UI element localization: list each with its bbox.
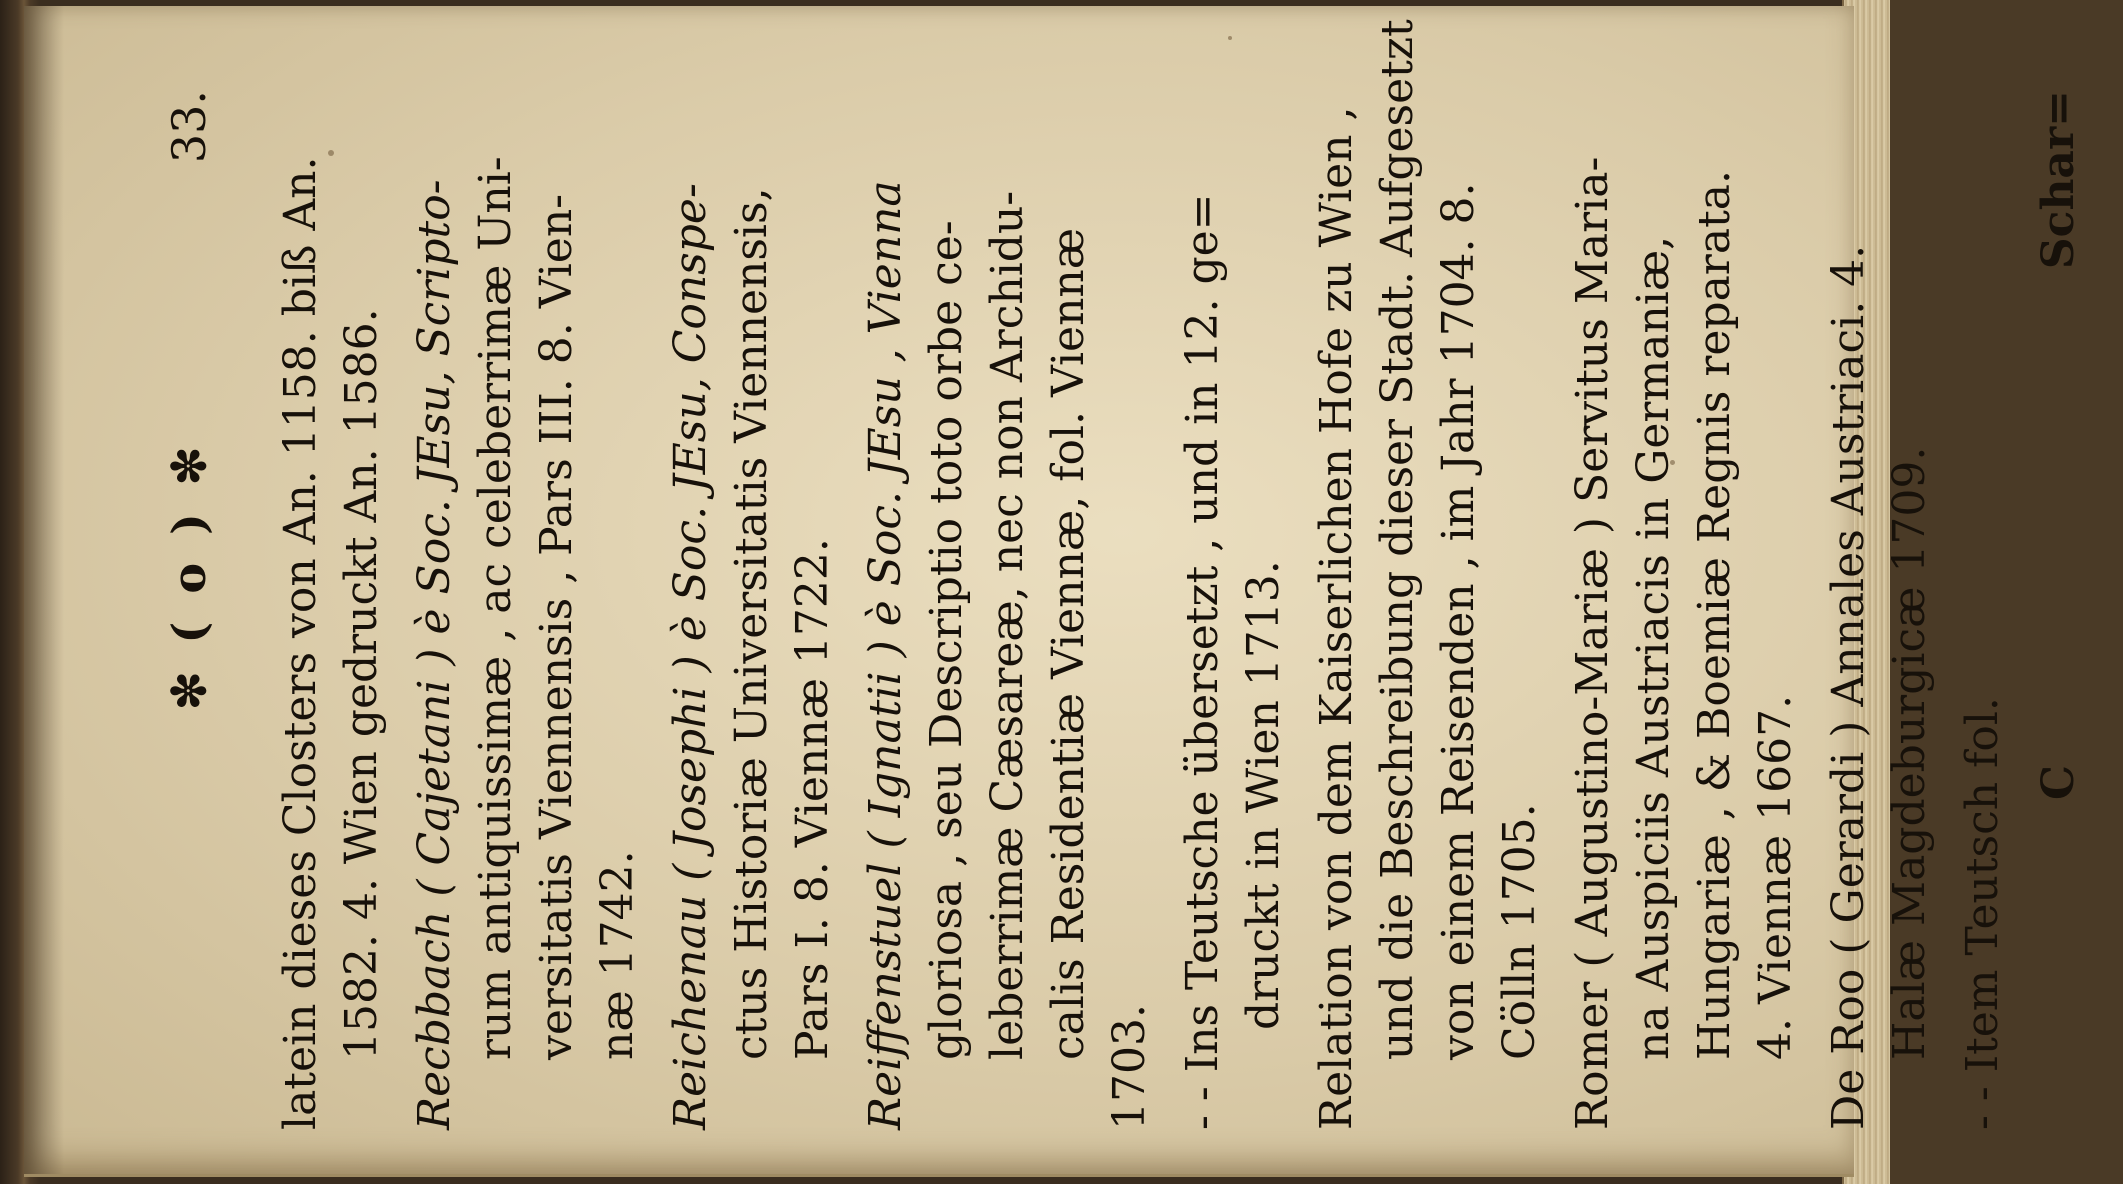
entry-line: calis Residentiæ Viennæ, fol. Viennæ [1043, 227, 1094, 1060]
gutter-shadow [24, 6, 64, 1174]
entry-line: und die Beschreibung dieser Stadt. Aufgesetzt [1372, 19, 1423, 1060]
entry-line: ctus Historiæ Universitatis Viennensis, [726, 187, 777, 1060]
entry-line: leberrimæ Cæsareæ, nec non Archidu- [982, 190, 1033, 1060]
catchword: Schar= [2033, 90, 2084, 270]
running-header [150, 50, 270, 1130]
entry-de-roo [1818, 50, 1940, 1130]
entry-line: Romer ( Augustino-Mariæ ) Servitus Maria- [1567, 156, 1618, 1130]
entry-line: 1703. [1104, 1004, 1155, 1130]
entry-line: - - Ins Teutsche übersetzt , und in 12. ge= [1177, 193, 1228, 1130]
entry-line: Recbbach ( Cajetani ) è Soc. JEsu, Scripto- [409, 179, 460, 1130]
entry-romer [1562, 50, 1806, 1130]
page-text-rotated [150, 19, 2084, 1130]
entry-line: Reichenau ( Josephi ) è Soc. JEsu, Conspe- [665, 183, 716, 1130]
entry-reiffenstuel [855, 50, 1160, 1130]
entry-line: latein dieses Closters von An. 1158. biß An. [275, 156, 326, 1130]
page-number: 33. [162, 90, 216, 164]
entry-line: druckt in Wien 1713. [1238, 560, 1289, 1030]
entry-item-teutsch [1952, 50, 2013, 1130]
entry-line: Hungariæ , & Boemiæ Regnis reparata. [1689, 170, 1740, 1060]
entry-line: - - Item Teutsch fol. [1957, 697, 2008, 1130]
entry-translation-1713 [1172, 50, 1294, 1130]
entry-line: næ 1742. [592, 850, 643, 1060]
entry-reichenau [660, 50, 843, 1130]
page-footer [2033, 50, 2123, 1130]
paper-speck [1228, 36, 1232, 40]
entry-line: rum antiquissimæ , ac celeberrimæ Uni- [470, 156, 521, 1060]
entry-relation [1306, 19, 1550, 1130]
entry-line: Halæ Magdeburgicæ 1709. [1884, 446, 1935, 1060]
entry-line: versitatis Viennensis , Pars III. 8. Vien- [531, 193, 582, 1060]
entry-line: Cölln 1705. [1494, 803, 1545, 1060]
signature-mark: C [2033, 764, 2084, 800]
entry-line: Relation von dem Kaiserlichen Hofe zu Wien , [1311, 106, 1362, 1130]
entry-line: De Roo ( Gerardi ) Annales Austriaci. 4. [1823, 244, 1874, 1130]
entry-recbbach [404, 50, 648, 1130]
entry-line: Pars I. 8. Viennæ 1722. [787, 538, 838, 1060]
entry-line: na Auspiciis Austriacis in Germaniæ, [1628, 235, 1679, 1060]
entry-line: von einem Reisenden , im Jahr 1704. 8. [1433, 182, 1484, 1060]
entry-line: Reiffenstuel ( Ignatii ) è Soc. JEsu , Vienna [860, 180, 911, 1130]
entry-closter [270, 50, 392, 1130]
entry-line: gloriosa , seu Descriptio toto orbe ce- [921, 220, 972, 1060]
header-ornament: ✼ ( o ) ✼ [162, 440, 216, 710]
bibliography-entries [270, 19, 2013, 1130]
entry-line: 4. Viennæ 1667. [1750, 694, 1801, 1060]
entry-line: 1582. 4. Wien gedruckt An. 1586. [336, 308, 387, 1060]
